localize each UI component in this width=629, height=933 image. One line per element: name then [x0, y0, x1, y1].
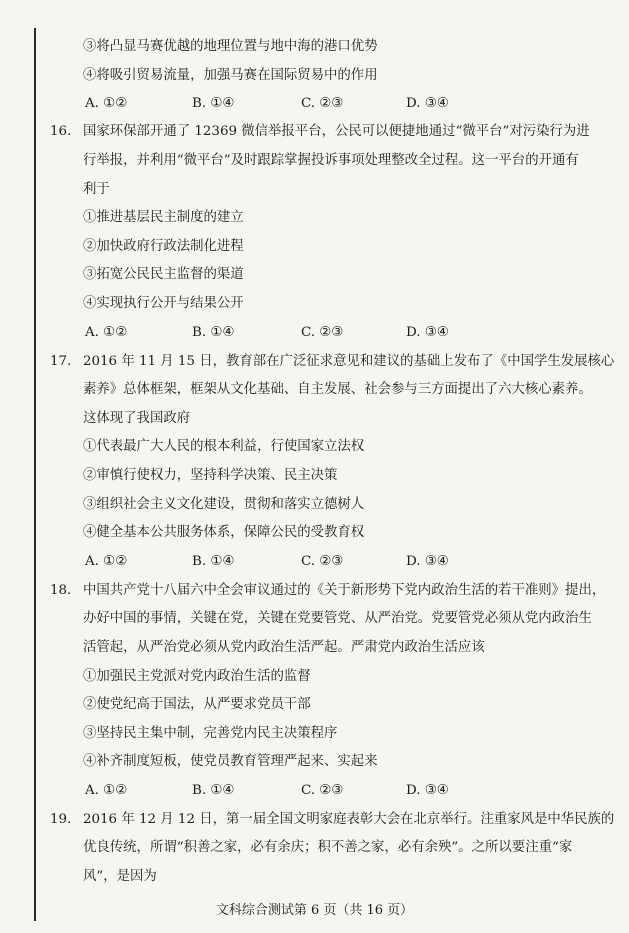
question-18-item-4: ④补齐制度短板，使党员教育管理严起来、实起来 — [83, 754, 378, 769]
question-19-stem-line-3: 风”，是因为 — [83, 869, 157, 884]
question-19-stem-line-2: 优良传统，所谓“积善之家，必有余庆；积不善之家，必有余殃”。之所以要注重“家 — [83, 840, 573, 855]
question-19-stem-line-1: 2016 年 12 月 12 日，第一届全国文明家庭表彰大会在北京举行。注重家风是中华民族的 — [83, 812, 615, 827]
question-18-stem-line-2: 办好中国的事情，关键在党，关键在党要管党、从严治党。党要管党必须从党内政治生 — [83, 611, 592, 626]
question-16-stem-line-1: 国家环保部开通了 12369 微信举报平台，公民可以便捷地通过“微平台”对污染行为进 — [83, 124, 590, 139]
question-18-stem-line-3: 活管起，从严治党必须从党内政治生活严起。严肃党内政治生活应该 — [83, 640, 485, 655]
question-17-stem-line-3: 这体现了我国政府 — [83, 411, 191, 426]
question-17-option-c: C. ②③ — [301, 554, 344, 569]
question-number-19: 19. — [50, 812, 72, 827]
question-17-item-3: ③组织社会主义文化建设，贯彻和落实立德树人 — [83, 497, 365, 512]
question-16-item-1: ①推进基层民主制度的建立 — [83, 210, 244, 225]
question-17-option-b: B. ①④ — [192, 554, 235, 569]
question-17-stem-line-2: 素养》总体框架，框架从文化基础、自主发展、社会参与三方面提出了六大核心素养。 — [83, 382, 592, 397]
question-16-item-2: ②加快政府行政法制化进程 — [83, 239, 244, 254]
question-17-stem-line-1: 2016 年 11 月 15 日，教育部在广泛征求意见和建议的基础上发布了《中国学生发展核心 — [83, 354, 615, 369]
question-18-stem-line-1: 中国共产党十八届六中全会审议通过的《关于新形势下党内政治生活的若干准则》提出， — [83, 583, 606, 598]
continuation-item-4: ④将吸引贸易流量，加强马赛在国际贸易中的作用 — [83, 68, 378, 83]
question-16-option-a: A. ①② — [85, 325, 128, 340]
question-18-item-2: ②使党纪高于国法，从严要求党员干部 — [83, 697, 311, 712]
question-16-option-d: D. ③④ — [406, 325, 449, 340]
question-17-option-a: A. ①② — [85, 554, 128, 569]
question-17-option-d: D. ③④ — [406, 554, 449, 569]
question-18-item-3: ③坚持民主集中制，完善党内民主决策程序 — [83, 726, 338, 741]
continuation-item-3: ③将凸显马赛优越的地理位置与地中海的港口优势 — [83, 39, 378, 54]
question-17-item-2: ②审慎行使权力，坚持科学决策、民主决策 — [83, 468, 338, 483]
question-16-option-b: B. ①④ — [192, 325, 235, 340]
page-footer: 文科综合测试第 6 页（共 16 页） — [215, 903, 414, 918]
question-number-17: 17. — [50, 354, 72, 369]
question-18-item-1: ①加强民主党派对党内政治生活的监督 — [83, 669, 311, 684]
question-number-16: 16. — [50, 124, 72, 139]
question-17-item-1: ①代表最广大人民的根本利益，行使国家立法权 — [83, 439, 365, 454]
question-18-option-d: D. ③④ — [406, 783, 449, 798]
question-16-stem-line-3: 利于 — [83, 182, 110, 197]
question-16-option-c: C. ②③ — [301, 325, 344, 340]
question-16-stem-line-2: 行举报，并利用“微平台”及时跟踪掌握投诉事项处理整改全过程。这一平台的开通有 — [83, 153, 579, 168]
question-18-option-a: A. ①② — [85, 783, 128, 798]
question-16-item-4: ④实现执行公开与结果公开 — [83, 296, 244, 311]
question-18-option-b: B. ①④ — [192, 783, 235, 798]
continuation-option-a: A. ①② — [85, 96, 128, 111]
question-18-option-c: C. ②③ — [301, 783, 344, 798]
question-17-item-4: ④健全基本公共服务体系，保障公民的受教育权 — [83, 525, 365, 540]
continuation-option-c: C. ②③ — [301, 96, 344, 111]
question-16-item-3: ③拓宽公民民主监督的渠道 — [83, 267, 244, 282]
question-number-18: 18. — [50, 583, 72, 598]
margin-rule — [34, 28, 36, 921]
continuation-option-d: D. ③④ — [406, 96, 449, 111]
continuation-option-b: B. ①④ — [192, 96, 235, 111]
